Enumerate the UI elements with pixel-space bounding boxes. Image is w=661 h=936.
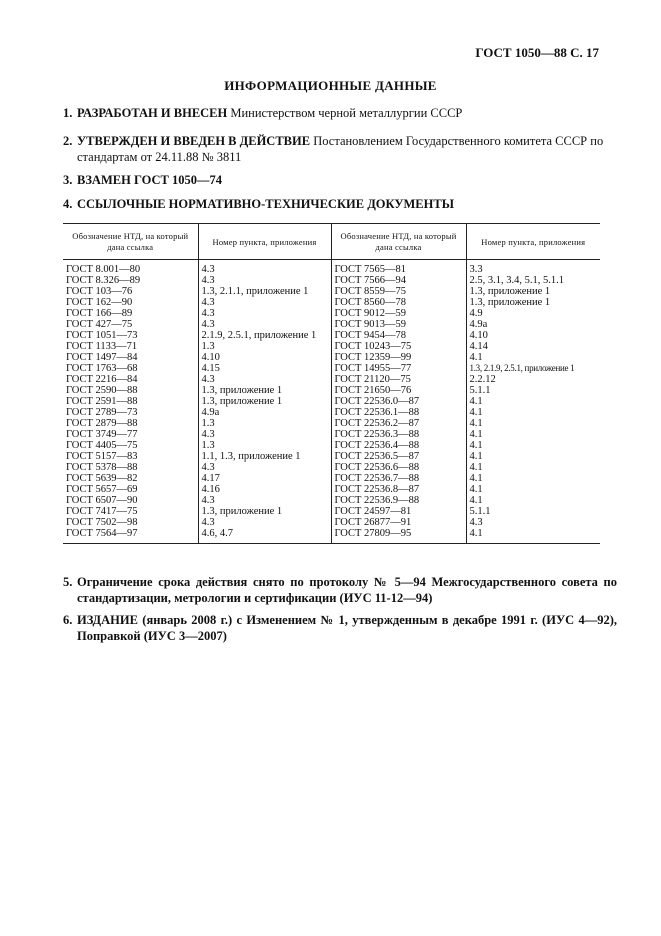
cell-document: ГОСТ 2879—88 — [63, 418, 198, 429]
cell-clause: 4.1 — [469, 396, 483, 407]
cell-clause: 4.6, 4.7 — [198, 528, 331, 544]
table-row — [63, 385, 600, 396]
section-number: 3. — [63, 173, 73, 187]
table-row — [63, 418, 600, 429]
cell-document: ГОСТ 5157—83 — [63, 451, 198, 462]
section-2-approved — [63, 133, 617, 165]
cell-clause: 4.1 — [469, 440, 483, 451]
table-row — [63, 462, 600, 473]
cell-clause: 4.16 — [198, 484, 331, 495]
table-row — [63, 429, 600, 440]
cell-document: ГОСТ 5378—88 — [63, 462, 198, 473]
cell-clause: 1.3, приложение 1 — [198, 385, 331, 396]
table-row — [63, 341, 600, 352]
cell-document: ГОСТ 21120—75 — [331, 374, 466, 385]
cell-document: ГОСТ 8.326—89 — [63, 275, 198, 286]
cell-document: ГОСТ 6507—90 — [63, 495, 198, 506]
cell-document: ГОСТ 9013—59 — [331, 319, 466, 330]
section-heading: ВЗАМЕН ГОСТ 1050—74 — [77, 173, 222, 187]
cell-document: ГОСТ 22536.7—88 — [331, 473, 466, 484]
cell-document: ГОСТ 8560—78 — [331, 297, 466, 308]
cell-document: ГОСТ 103—76 — [63, 286, 198, 297]
cell-document: ГОСТ 22536.9—88 — [331, 495, 466, 506]
cell-clause: 1.3, приложение 1 — [469, 286, 551, 297]
cell-document: ГОСТ 22536.4—88 — [331, 440, 466, 451]
page-title: ИНФОРМАЦИОННЫЕ ДАННЫЕ — [224, 78, 437, 93]
cell-document: ГОСТ 7565—81 — [331, 260, 466, 276]
cell-clause: 1.1, 1.3, приложение 1 — [198, 451, 331, 462]
section-heading: ИЗДАНИЕ — [77, 613, 138, 627]
cell-document: ГОСТ 162—90 — [63, 297, 198, 308]
table-row — [63, 319, 600, 330]
cell-clause: 4.1 — [469, 462, 483, 473]
column-header-clause: Номер пункта, приложения — [198, 224, 331, 260]
cell-document: ГОСТ 8559—75 — [331, 286, 466, 297]
cell-document: ГОСТ 1133—71 — [63, 341, 198, 352]
page-header-reference: ГОСТ 1050—88 С. 17 — [475, 45, 599, 60]
cell-clause: 4.10 — [469, 330, 488, 341]
cell-clause: 4.15 — [198, 363, 331, 374]
cell-document: ГОСТ 22536.1—88 — [331, 407, 466, 418]
cell-document: ГОСТ 10243—75 — [331, 341, 466, 352]
section-number: 2. — [63, 134, 73, 148]
cell-clause: 4.14 — [469, 341, 488, 352]
cell-clause: 4.1 — [469, 495, 483, 506]
cell-clause: 5.1.1 — [469, 506, 491, 517]
table-row — [63, 297, 600, 308]
table-row — [63, 286, 600, 297]
section-text: (январь 2008 г.) с Изменением № 1, утвержденным в декабре 1991 г. (ИУС 4—92), Поправкой (ИУС 3—2007) — [77, 613, 617, 643]
column-header-document: Обозначение НТД, на который дана ссылка — [331, 224, 466, 260]
column-header-document: Обозначение НТД, на который дана ссылка — [63, 224, 198, 260]
table-row — [63, 374, 600, 385]
cell-document: ГОСТ 8.001—80 — [63, 260, 198, 276]
table-row — [63, 352, 600, 363]
cell-clause: 4.17 — [198, 473, 331, 484]
section-heading: РАЗРАБОТАН И ВНЕСЕН — [77, 106, 228, 120]
cell-clause: 1.3, приложение 1 — [198, 506, 331, 517]
section-5-limitation — [63, 574, 617, 606]
table-row — [63, 407, 600, 418]
cell-clause: 1.3, 2.1.9, 2.5.1, приложение 1 — [469, 363, 575, 373]
table-row — [63, 517, 600, 528]
cell-clause: 4.1 — [469, 352, 483, 363]
cell-document: ГОСТ 24597—81 — [331, 506, 466, 517]
cell-clause: 4.3 — [198, 260, 331, 276]
cell-document: ГОСТ 26877—91 — [331, 517, 466, 528]
section-text: Ограничение срока действия снято по протоколу № 5—94 Межгосударственного совета по стандартизации, метрологии и сертификации (ИУС 11-12—94) — [77, 575, 617, 605]
table-header-row — [63, 224, 600, 260]
cell-document: ГОСТ 1497—84 — [63, 352, 198, 363]
cell-clause: 4.9 — [469, 308, 483, 319]
section-1-developed — [63, 105, 603, 121]
cell-document: ГОСТ 3749—77 — [63, 429, 198, 440]
cell-clause: 4.3 — [198, 297, 331, 308]
cell-clause: 2.5, 3.1, 3.4, 5.1, 5.1.1 — [469, 275, 564, 286]
cell-clause: 4.1 — [469, 418, 483, 429]
cell-clause: 4.1 — [469, 451, 483, 462]
cell-clause: 1.3, 2.1.1, приложение 1 — [198, 286, 331, 297]
cell-clause: 4.3 — [198, 495, 331, 506]
cell-clause: 4.9а — [469, 319, 488, 330]
cell-clause: 4.3 — [198, 275, 331, 286]
table-row — [63, 275, 600, 286]
cell-document: ГОСТ 2590—88 — [63, 385, 198, 396]
section-text: Министерством черной металлургии СССР — [227, 106, 463, 120]
section-number: 1. — [63, 106, 73, 120]
cell-clause: 4.3 — [469, 517, 483, 528]
cell-document: ГОСТ 22536.0—87 — [331, 396, 466, 407]
cell-clause: 4.1 — [469, 484, 483, 495]
cell-clause: 1.3 — [198, 418, 331, 429]
cell-document: ГОСТ 2789—73 — [63, 407, 198, 418]
cell-clause: 4.1 — [469, 528, 483, 539]
cell-clause: 4.1 — [469, 473, 483, 484]
cell-clause: 1.3 — [198, 341, 331, 352]
cell-clause: 4.1 — [469, 407, 483, 418]
table-row — [63, 495, 600, 506]
cell-clause: 1.3, приложение 1 — [198, 396, 331, 407]
section-4-reference-documents — [63, 196, 603, 212]
cell-document: ГОСТ 9012—59 — [331, 308, 466, 319]
cell-document: ГОСТ 7566—94 — [331, 275, 466, 286]
section-number: 6. — [63, 613, 73, 627]
cell-clause: 2.2.12 — [469, 374, 496, 385]
column-header-clause: Номер пункта, приложения — [466, 224, 600, 260]
cell-clause: 5.1.1 — [469, 385, 491, 396]
cell-document: ГОСТ 7502—98 — [63, 517, 198, 528]
cell-clause: 4.3 — [198, 517, 331, 528]
section-number: 5. — [63, 575, 73, 589]
section-3-replaces — [63, 172, 603, 188]
cell-document: ГОСТ 5639—82 — [63, 473, 198, 484]
cell-document: ГОСТ 2591—88 — [63, 396, 198, 407]
table-row — [63, 484, 600, 495]
cell-document: ГОСТ 1051—73 — [63, 330, 198, 341]
cell-document: ГОСТ 427—75 — [63, 319, 198, 330]
table-row — [63, 451, 600, 462]
cell-document: ГОСТ 7417—75 — [63, 506, 198, 517]
reference-documents-table — [63, 223, 600, 544]
section-text: Постановлением Государственного комитета СССР по стандартам от 24.11.88 № 3811 — [77, 134, 604, 164]
cell-document: ГОСТ 27809—95 — [331, 528, 466, 544]
cell-document: ГОСТ 22536.5—87 — [331, 451, 466, 462]
cell-clause: 3.3 — [469, 264, 483, 275]
section-6-edition — [63, 612, 617, 644]
cell-document: ГОСТ 22536.6—88 — [331, 462, 466, 473]
cell-document: ГОСТ 12359—99 — [331, 352, 466, 363]
cell-clause: 4.3 — [198, 429, 331, 440]
table-row — [63, 330, 600, 341]
cell-document: ГОСТ 22536.3—88 — [331, 429, 466, 440]
cell-document: ГОСТ 22536.8—87 — [331, 484, 466, 495]
cell-clause: 4.10 — [198, 352, 331, 363]
table-row — [63, 473, 600, 484]
cell-document: ГОСТ 2216—84 — [63, 374, 198, 385]
cell-document: ГОСТ 5657—69 — [63, 484, 198, 495]
cell-clause: 2.1.9, 2.5.1, приложение 1 — [198, 330, 331, 341]
table-row — [63, 528, 600, 544]
cell-document: ГОСТ 22536.2—87 — [331, 418, 466, 429]
cell-document: ГОСТ 4405—75 — [63, 440, 198, 451]
cell-clause: 1.3 — [198, 440, 331, 451]
cell-document: ГОСТ 14955—77 — [331, 363, 466, 374]
cell-clause: 4.3 — [198, 462, 331, 473]
section-heading: УТВЕРЖДЕН И ВВЕДЕН В ДЕЙСТВИЕ — [77, 134, 311, 148]
cell-document: ГОСТ 1763—68 — [63, 363, 198, 374]
table-row — [63, 440, 600, 451]
table-row — [63, 363, 600, 374]
table-row — [63, 396, 600, 407]
table-body — [63, 260, 600, 544]
cell-document: ГОСТ 166—89 — [63, 308, 198, 319]
cell-clause: 4.9а — [198, 407, 331, 418]
section-heading: ССЫЛОЧНЫЕ НОРМАТИВНО-ТЕХНИЧЕСКИЕ ДОКУМЕНТЫ — [77, 197, 454, 211]
cell-clause: 4.3 — [198, 319, 331, 330]
cell-clause: 4.3 — [198, 374, 331, 385]
cell-clause: 4.1 — [469, 429, 483, 440]
cell-clause: 4.3 — [198, 308, 331, 319]
cell-clause: 1.3, приложение 1 — [469, 297, 551, 308]
table-row — [63, 506, 600, 517]
table-row — [63, 260, 600, 276]
cell-document: ГОСТ 9454—78 — [331, 330, 466, 341]
table-row — [63, 308, 600, 319]
cell-document: ГОСТ 21650—76 — [331, 385, 466, 396]
cell-document: ГОСТ 7564—97 — [63, 528, 198, 544]
section-number: 4. — [63, 197, 73, 211]
